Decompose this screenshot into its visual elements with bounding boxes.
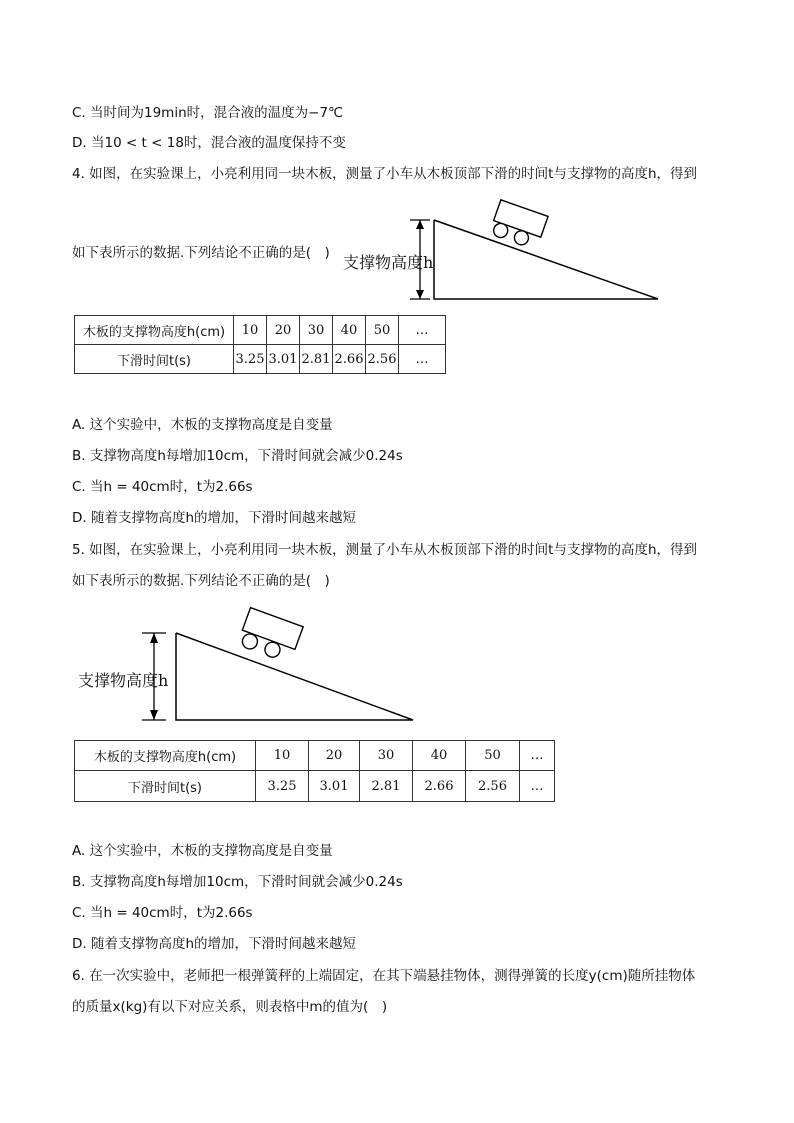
q4-figure-label: 支撑物高度h (343, 253, 434, 272)
q4-row2-header: 下滑时间t(s) (75, 345, 234, 374)
q5-incline-figure (130, 606, 420, 726)
table-cell: 10 (234, 316, 267, 345)
q5-row1-header: 木板的支撑物高度h(cm) (75, 741, 256, 771)
q5-option-d: D. 随着支撑物高度h的增加，下滑时间越来越短 (72, 936, 357, 952)
table-cell: … (520, 771, 555, 802)
q4-option-c: C. 当h = 40cm时，t为2.66s (72, 479, 253, 495)
table-cell: 50 (466, 741, 520, 771)
table-cell: 3.01 (309, 771, 360, 802)
q3-option-c: C. 当时间为19min时，混合液的温度为−7℃ (72, 105, 344, 121)
table-row (75, 316, 446, 345)
table-cell: 20 (267, 316, 300, 345)
q4-data-table (74, 315, 446, 374)
q5-option-a: A. 这个实验中，木板的支撑物高度是自变量 (72, 843, 333, 859)
q5-stem-line2: 如下表所示的数据.下列结论不正确的是( ) (72, 573, 330, 589)
table-row (75, 741, 555, 771)
table-cell: … (520, 741, 555, 771)
table-cell: 2.66 (413, 771, 466, 802)
table-cell: 2.56 (366, 345, 399, 374)
q5-option-c: C. 当h = 40cm时，t为2.66s (72, 905, 253, 921)
table-cell: 2.81 (300, 345, 333, 374)
q5-stem-line1: 5. 如图，在实验课上，小亮利用同一块木板，测量了小车从木板顶部下滑的时间t与支撑物的高度h，得到 (72, 542, 698, 558)
table-cell: 2.66 (333, 345, 366, 374)
table-cell: 3.25 (256, 771, 309, 802)
q4-incline-figure (395, 196, 665, 304)
table-cell: 3.01 (267, 345, 300, 374)
table-cell: 40 (333, 316, 366, 345)
table-cell: … (399, 316, 446, 345)
q4-row1-header: 木板的支撑物高度h(cm) (75, 316, 234, 345)
table-row (75, 771, 555, 802)
q5-option-b: B. 支撑物高度h每增加10cm，下滑时间就会减少0.24s (72, 874, 403, 890)
q5-figure-label: 支撑物高度h (78, 671, 169, 690)
table-cell: 20 (309, 741, 360, 771)
q4-option-b: B. 支撑物高度h每增加10cm，下滑时间就会减少0.24s (72, 448, 403, 464)
table-cell: … (399, 345, 446, 374)
table-row (75, 345, 446, 374)
table-cell: 2.56 (466, 771, 520, 802)
q5-data-table (74, 740, 555, 802)
table-cell: 30 (300, 316, 333, 345)
q5-row2-header: 下滑时间t(s) (75, 771, 256, 802)
q4-stem-line1: 4. 如图，在实验课上，小亮利用同一块木板，测量了小车从木板顶部下滑的时间t与支撑物的高度h，得到 (72, 166, 698, 182)
table-cell: 3.25 (234, 345, 267, 374)
table-cell: 30 (360, 741, 413, 771)
table-cell: 10 (256, 741, 309, 771)
q3-option-d: D. 当10 < t < 18时，混合液的温度保持不变 (72, 135, 346, 151)
q4-option-a: A. 这个实验中，木板的支撑物高度是自变量 (72, 417, 333, 433)
q4-stem-line2: 如下表所示的数据.下列结论不正确的是( ) (72, 245, 330, 261)
table-cell: 50 (366, 316, 399, 345)
table-cell: 40 (413, 741, 466, 771)
q6-stem-line2: 的质量x(kg)有以下对应关系，则表格中m的值为( ) (72, 999, 388, 1015)
q4-option-d: D. 随着支撑物高度h的增加，下滑时间越来越短 (72, 510, 357, 526)
table-cell: 2.81 (360, 771, 413, 802)
q6-stem-line1: 6. 在一次实验中，老师把一根弹簧秤的上端固定，在其下端悬挂物体，测得弹簧的长度y(cm)随所挂物体 (72, 968, 696, 984)
